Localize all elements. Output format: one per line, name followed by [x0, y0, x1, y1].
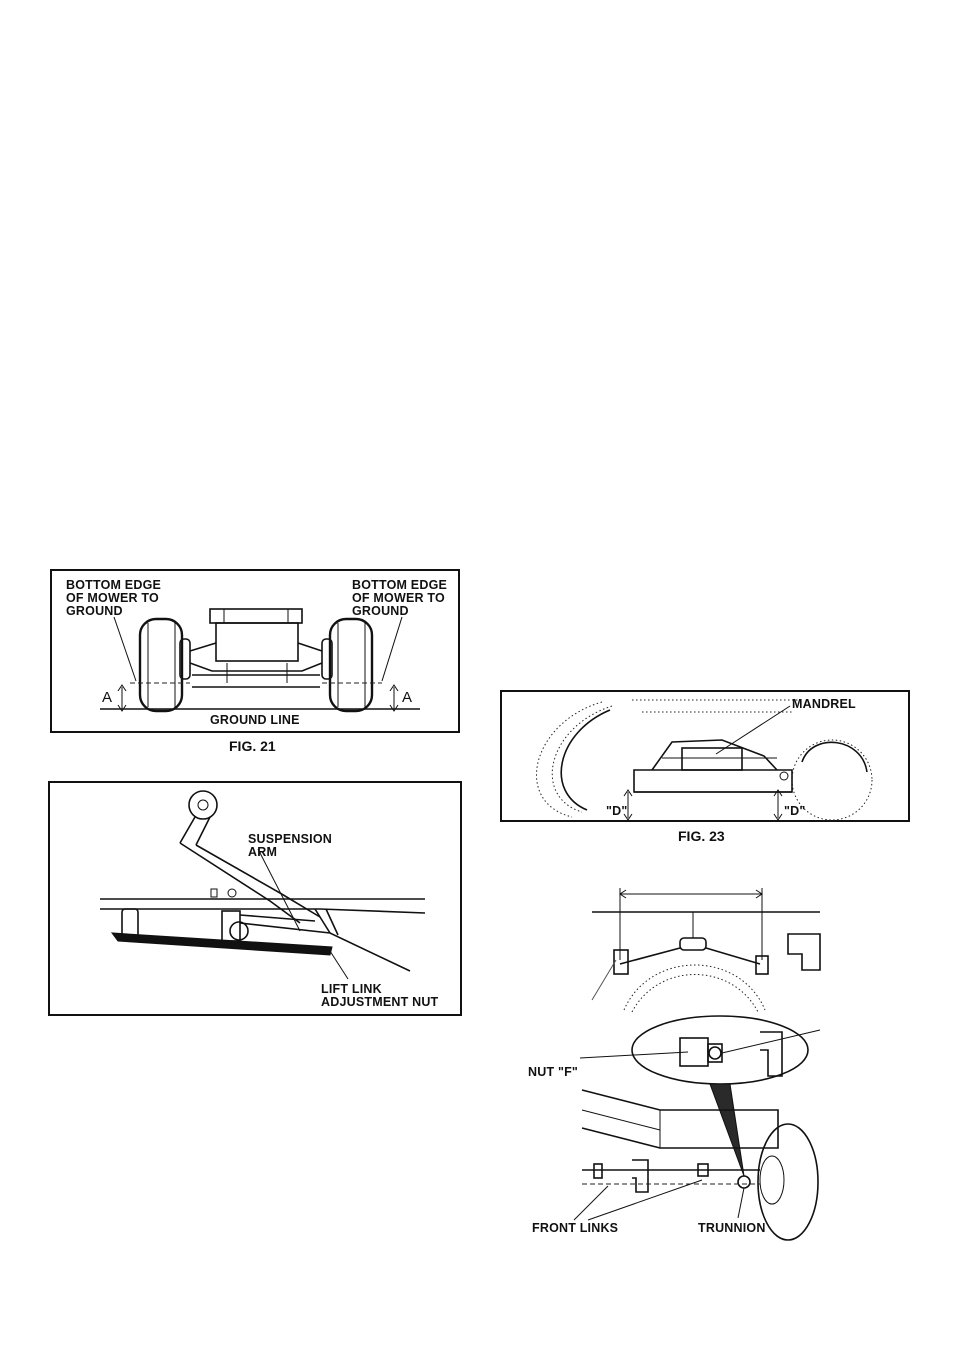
figure-23-drawing — [502, 692, 912, 824]
fig22-suspension-arm-label: SUSPENSION ARM — [248, 832, 332, 859]
figure-23-panel — [500, 690, 910, 822]
fig24-trunnion-label: TRUNNION — [698, 1221, 766, 1235]
fig21-left-label: BOTTOM EDGE OF MOWER TO GROUND — [66, 578, 162, 618]
fig23-d-left: "D" — [606, 804, 628, 818]
fig21-right-label: BOTTOM EDGE OF MOWER TO GROUND — [352, 578, 448, 618]
fig22-lift-link-nut-label: LIFT LINK ADJUSTMENT NUT — [321, 982, 439, 1009]
figure-21-panel — [50, 569, 460, 733]
fig21-a-right: A — [402, 689, 413, 706]
fig21-ground-line-label: GROUND LINE — [210, 713, 300, 727]
fig21-caption: FIG. 21 — [229, 738, 276, 754]
figure-22-panel — [48, 781, 462, 1016]
fig23-caption: FIG. 23 — [678, 828, 725, 844]
fig23-d-right: "D" — [784, 804, 806, 818]
fig24-front-links-label: FRONT LINKS — [532, 1221, 619, 1235]
figure-24-drawing-area — [520, 880, 830, 1240]
figure-24-drawing — [520, 880, 830, 1240]
fig23-mandrel-label: MANDREL — [792, 697, 856, 711]
fig24-nut-f-label: NUT "F" — [528, 1065, 579, 1079]
fig21-a-left: A — [102, 689, 113, 706]
